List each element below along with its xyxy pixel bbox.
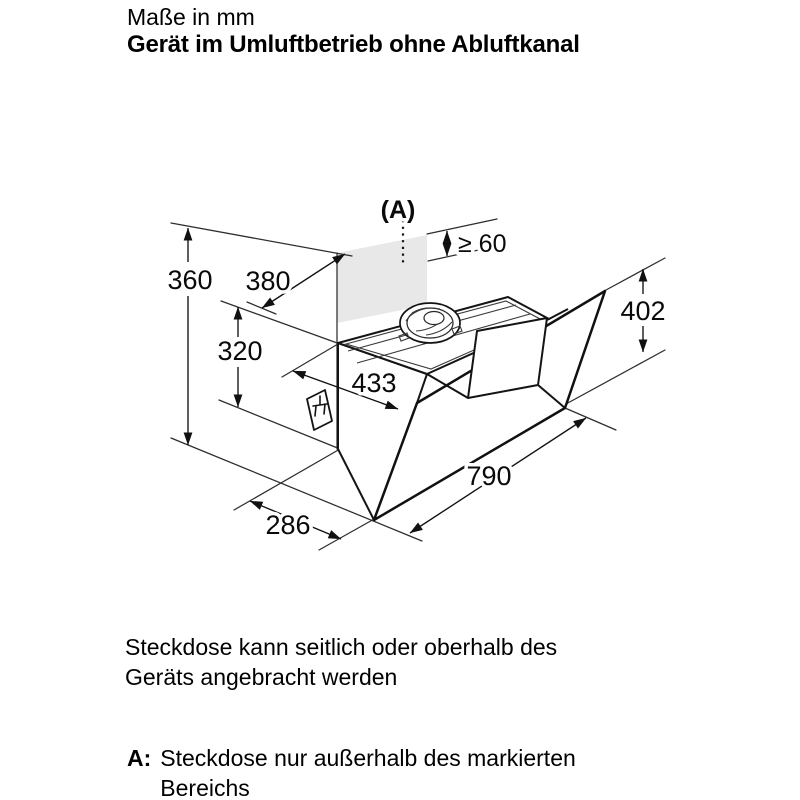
front-width-dim-label: 790 bbox=[466, 461, 512, 491]
body-height-dim-label: 320 bbox=[217, 336, 263, 366]
top-depth-dim-label: 433 bbox=[351, 368, 397, 398]
min-clearance-dim-label: ≥ 60 bbox=[458, 230, 507, 258]
total-height-dim-label: 360 bbox=[167, 265, 213, 295]
page-title: Gerät im Umluftbetrieb ohne Abluftkanal bbox=[127, 31, 580, 58]
socket-position-note: Steckdose kann seitlich oder oberhalb des Geräts angebracht werden bbox=[125, 634, 558, 690]
fan-blower bbox=[399, 303, 462, 343]
vent-slot bbox=[468, 318, 547, 398]
area-marker-label: (A) bbox=[380, 196, 416, 224]
top-width-dim-label: 380 bbox=[245, 266, 291, 296]
marker-note bbox=[127, 743, 638, 800]
front-height-dim-label: 402 bbox=[620, 296, 666, 326]
marker-note-key: A: bbox=[127, 745, 152, 771]
bottom-depth-dim-label: 286 bbox=[265, 510, 311, 540]
power-socket-icon bbox=[307, 390, 332, 430]
units-line: Maße in mm bbox=[127, 4, 255, 30]
marker-note-text: Steckdose nur außerhalb des markierten Bereichs bbox=[160, 745, 576, 800]
